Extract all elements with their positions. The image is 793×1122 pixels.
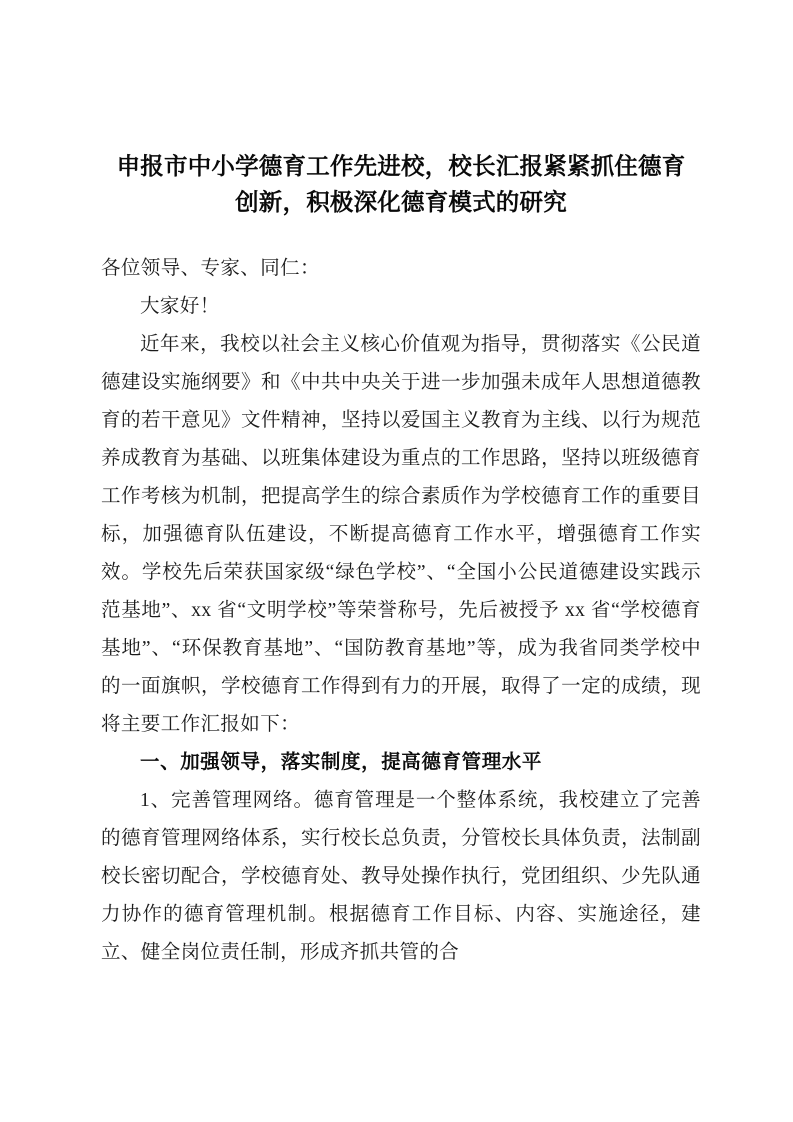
title-line-2: 创新，积极深化德育模式的研究 [235, 189, 567, 215]
section-heading-one: 一、加强领导，落实制度，提高德育管理水平 [140, 752, 543, 773]
salutation-line: 各位领导、专家、同仁： [101, 258, 320, 279]
greeting-line: 大家好！ [140, 296, 220, 317]
intro-paragraph: 近年来，我校以社会主义核心价值观为指导，贯彻落实《公民道德建设实施纲要》和《中共中央关于进一步加强未成年人思想道德教育的若干意见》文件精神，坚持以爱国主义教育为主线、以行为规范养成教育为基础、以班集体建设为重点的工作思路，坚持以班级德育工作考核为机制，把提高学生的综合素质作为学校德育工作的重要目标，加强德育队伍建设，不断提高德育工作水平，增强德育工作实效。学校先后荣获国家级“绿色学校”、“全国小公民道德建设实践示范基地”、xx 省“文明学校”等荣誉称号，先后被授予 xx 省“学校德育基地”、“环保教育基地”、“国防教育基地”等，成为我省同类学校中的一面旗帜，学校德育工作得到有力的开展，取得了一定的成绩，现将主要工作汇报如下： [101, 334, 701, 735]
section-one-item-one: 1、完善管理网络。德育管理是一个整体系统，我校建立了完善的德育管理网络体系，实行校长总负责，分管校长具体负责，法制副校长密切配合，学校德育处、教导处操作执行，党团组织、少先队通力协作的德育管理机制。根据德育工作目标、内容、实施途径，建立、健全岗位责任制，形成齐抓共管的合 [101, 790, 701, 963]
title-line-1: 申报市中小学德育工作先进校，校长汇报紧紧抓住德育 [116, 153, 686, 179]
page-title [101, 148, 701, 220]
document-body [101, 250, 701, 972]
document-content [101, 148, 701, 972]
